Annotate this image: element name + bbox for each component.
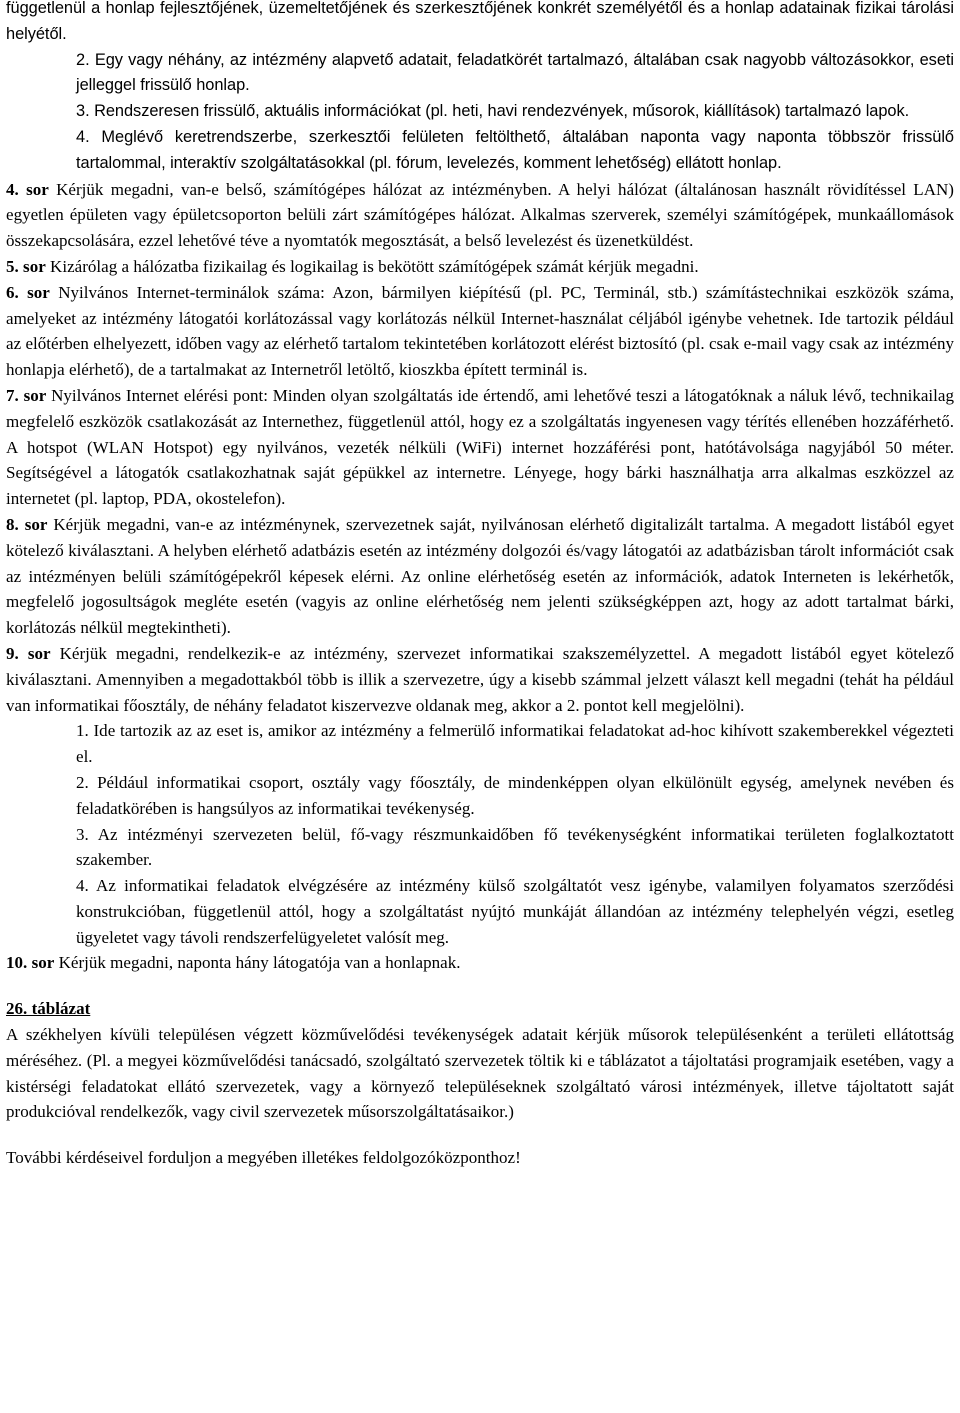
row-6-paragraph bbox=[6, 280, 954, 383]
row-9-text: Kérjük megadni, rendelkezik-e az intézmény, szervezet informatikai szakszemélyzettel. A megadott listából egyet kötelező kiválasztani. Amennyiben a megadottakból több is illik a szervezetre, úgy a kisebb számmal jelzett választ kell megadni (tehát ha például van informatikai főosztály, de néhány feladatot kiszervezve oldanak meg, akkor a 2. pontot kell megjelölni). bbox=[6, 643, 954, 715]
row-10-label: 10. sor bbox=[6, 953, 55, 973]
table-26-heading: 26. táblázat bbox=[6, 999, 91, 1019]
intro-item-3: 3. Rendszeresen frissülő, aktuális információkat (pl. heti, havi rendezvények, műsorok, kiállítások) tartalmazó lapok. bbox=[76, 102, 910, 121]
row-9-item-1: 1. Ide tartozik az az eset is, amikor az intézmény a felmerülő informatikai feladatokat ad-hoc kihívott szakemberekkel végezteti el. bbox=[76, 721, 954, 767]
row-8-paragraph bbox=[6, 512, 954, 641]
row-10-paragraph bbox=[6, 950, 954, 976]
intro-item-2: 2. Egy vagy néhány, az intézmény alapvető adatait, feladatkörét tartalmazó, általában csak nagyobb változásokkor, eseti jelleggel frissülő honlap. bbox=[76, 50, 954, 95]
row-9-item-3: 3. Az intézményi szervezeten belül, fő-vagy részmunkaidőben fő tevékenységként informatikai területen foglalkoztatott szakember. bbox=[76, 824, 954, 870]
row-7-paragraph bbox=[6, 383, 954, 512]
row-9-label: 9. sor bbox=[6, 643, 51, 663]
section-gap bbox=[6, 976, 954, 996]
row-10-text: Kérjük megadni, naponta hány látogatója van a honlapnak. bbox=[54, 953, 461, 973]
closing-note: További kérdéseivel forduljon a megyében illetékes feldolgozóközponthoz! bbox=[6, 1148, 521, 1168]
row-9-item-4: 4. Az informatikai feladatok elvégzésére az intézmény külső szolgáltatót vesz igénybe, valamilyen folyamatos szerződési konstrukcióban, függetlenül attól, hogy a szolgáltatást nyújtó munkáját állandóan az intézmény telephelyén végzi, esetleg ügyeletet vagy távoli rendszerfelügyeletet valósít meg. bbox=[76, 876, 954, 947]
row-4-text: Kérjük megadni, van-e belső, számítógépes hálózat az intézményben. A helyi hálózat (általánosan használt rövidítéssel LAN) egyetlen épületen vagy épületcsoporton belüli zárt számítógépes hálózat. Alkalmas szerverek, személyi számítógépek, munkaállomások összekapcsolására, ezzel lehetővé téve a nyomtatók megosztását, a belső levelezést és üzenetküldést. bbox=[6, 179, 954, 251]
intro-continuation: függetlenül a honlap fejlesztőjének, üzemeltetőjének és szerkesztőjének konkrét személyétől és a honlap adatainak fizikai tárolási helyétől. bbox=[6, 0, 954, 43]
row-5-paragraph bbox=[6, 254, 954, 280]
row-5-text: Kizárólag a hálózatba fizikailag és logikailag is bekötött számítógépek számát kérjük megadni. bbox=[45, 256, 699, 276]
row-8-text: Kérjük megadni, van-e az intézménynek, szervezetnek saját, nyilvánosan elérhető digitalizált tartalma. A megadott listából egyet kötelező kiválasztani. A helyben elérhető adatbázis esetén az intézmény dolgozói és/vagy látogatói az adatbázisban tárolt információt csak az intézményen belüli számítógépekről képesek elérni. Az online elérhetőség esetén az információk, adatok Interneten is lekérhetők, megfelelő jogosultságok megléte esetén (vagyis az online elérhetőség nem jelenti szükségképpen azt, hogy az adott tartalmat bárki, korlátozás nélkül megtekintheti). bbox=[6, 514, 954, 638]
table-26-description: A székhelyen kívüli településen végzett közművelődési tevékenységek adatait kérjük műsorok településenként a területi ellátottság méréséhez. (Pl. a megyei közművelődési tanácsadó, szolgáltató szervezetek töltik ki e táblázatot a tájoltatási programjaik esetében, vagy a kistérségi feladatokat ellátó szervezetek, vagy a környező településeknek szolgáltató városi intézmények, illetve tájoltatott saját produkcióval rendelkezők, vagy civil szervezetek műsorszolgáltatásaikor.) bbox=[6, 1025, 954, 1122]
intro-item-4: 4. Meglévő keretrendszerbe, szerkesztői felületen feltölthető, általában naponta vagy naponta többször frissülő tartalommal, interaktív szolgáltatásokkal (pl. fórum, levelezés, komment lehetőség) ellátott honlap. bbox=[76, 127, 954, 172]
row-4-label: 4. sor bbox=[6, 179, 49, 199]
row-6-text: Nyilvános Internet-terminálok száma: Azon, bármilyen kiépítésű (pl. PC, Terminál, stb.) számítástechnikai eszközök száma, amelyeket az intézmény látogatói korlátozással vagy korlátozás nélkül Internet-használat céljából igénybe vehetnek. Ide tartozik például az előtérben elhelyezett, időben vagy az elérhető tartalom tekintetében korlátozott elérést biztosító (pl. csak e-mail vagy csak az intézmény honlapja elérhető), de a tartalmakat az Internetről letöltő, kioszkba épített terminál is. bbox=[6, 282, 954, 380]
row-9-item-2: 2. Például informatikai csoport, osztály vagy főosztály, de mindenképpen olyan elkülönült egység, amelynek nevében és feladatkörében is hangsúlyos az informatikai tevékenység. bbox=[76, 772, 954, 818]
row-5-label: 5. sor bbox=[6, 256, 46, 276]
section-gap-2 bbox=[6, 1125, 954, 1145]
row-6-label: 6. sor bbox=[6, 282, 50, 302]
row-7-text: Nyilvános Internet elérési pont: Minden olyan szolgáltatás ide értendő, ami lehetővé teszi a látogatóknak a náluk lévő, technikailag megfelelő eszközök csatlakozását az Internethez, függetlenül attól, hogy ez a szolgáltatás ingyenesen vagy térítés ellenében hozzáférhető. A hotspot (WLAN Hotspot) egy nyilvános, vezeték nélküli (WiFi) internet hozzáférési pont, hatótávolsága nagyjából 50 méter. Segítségével a látogatók csatlakozhatnak saját gépükkel az internetre. Lényege, hogy bárki használhatja arra alkalmas eszközzel az internetet (pl. laptop, PDA, okostelefon). bbox=[6, 385, 955, 509]
row-4-paragraph bbox=[6, 177, 954, 254]
row-8-label: 8. sor bbox=[6, 514, 48, 534]
row-9-paragraph bbox=[6, 641, 954, 718]
row-7-label: 7. sor bbox=[6, 385, 47, 405]
